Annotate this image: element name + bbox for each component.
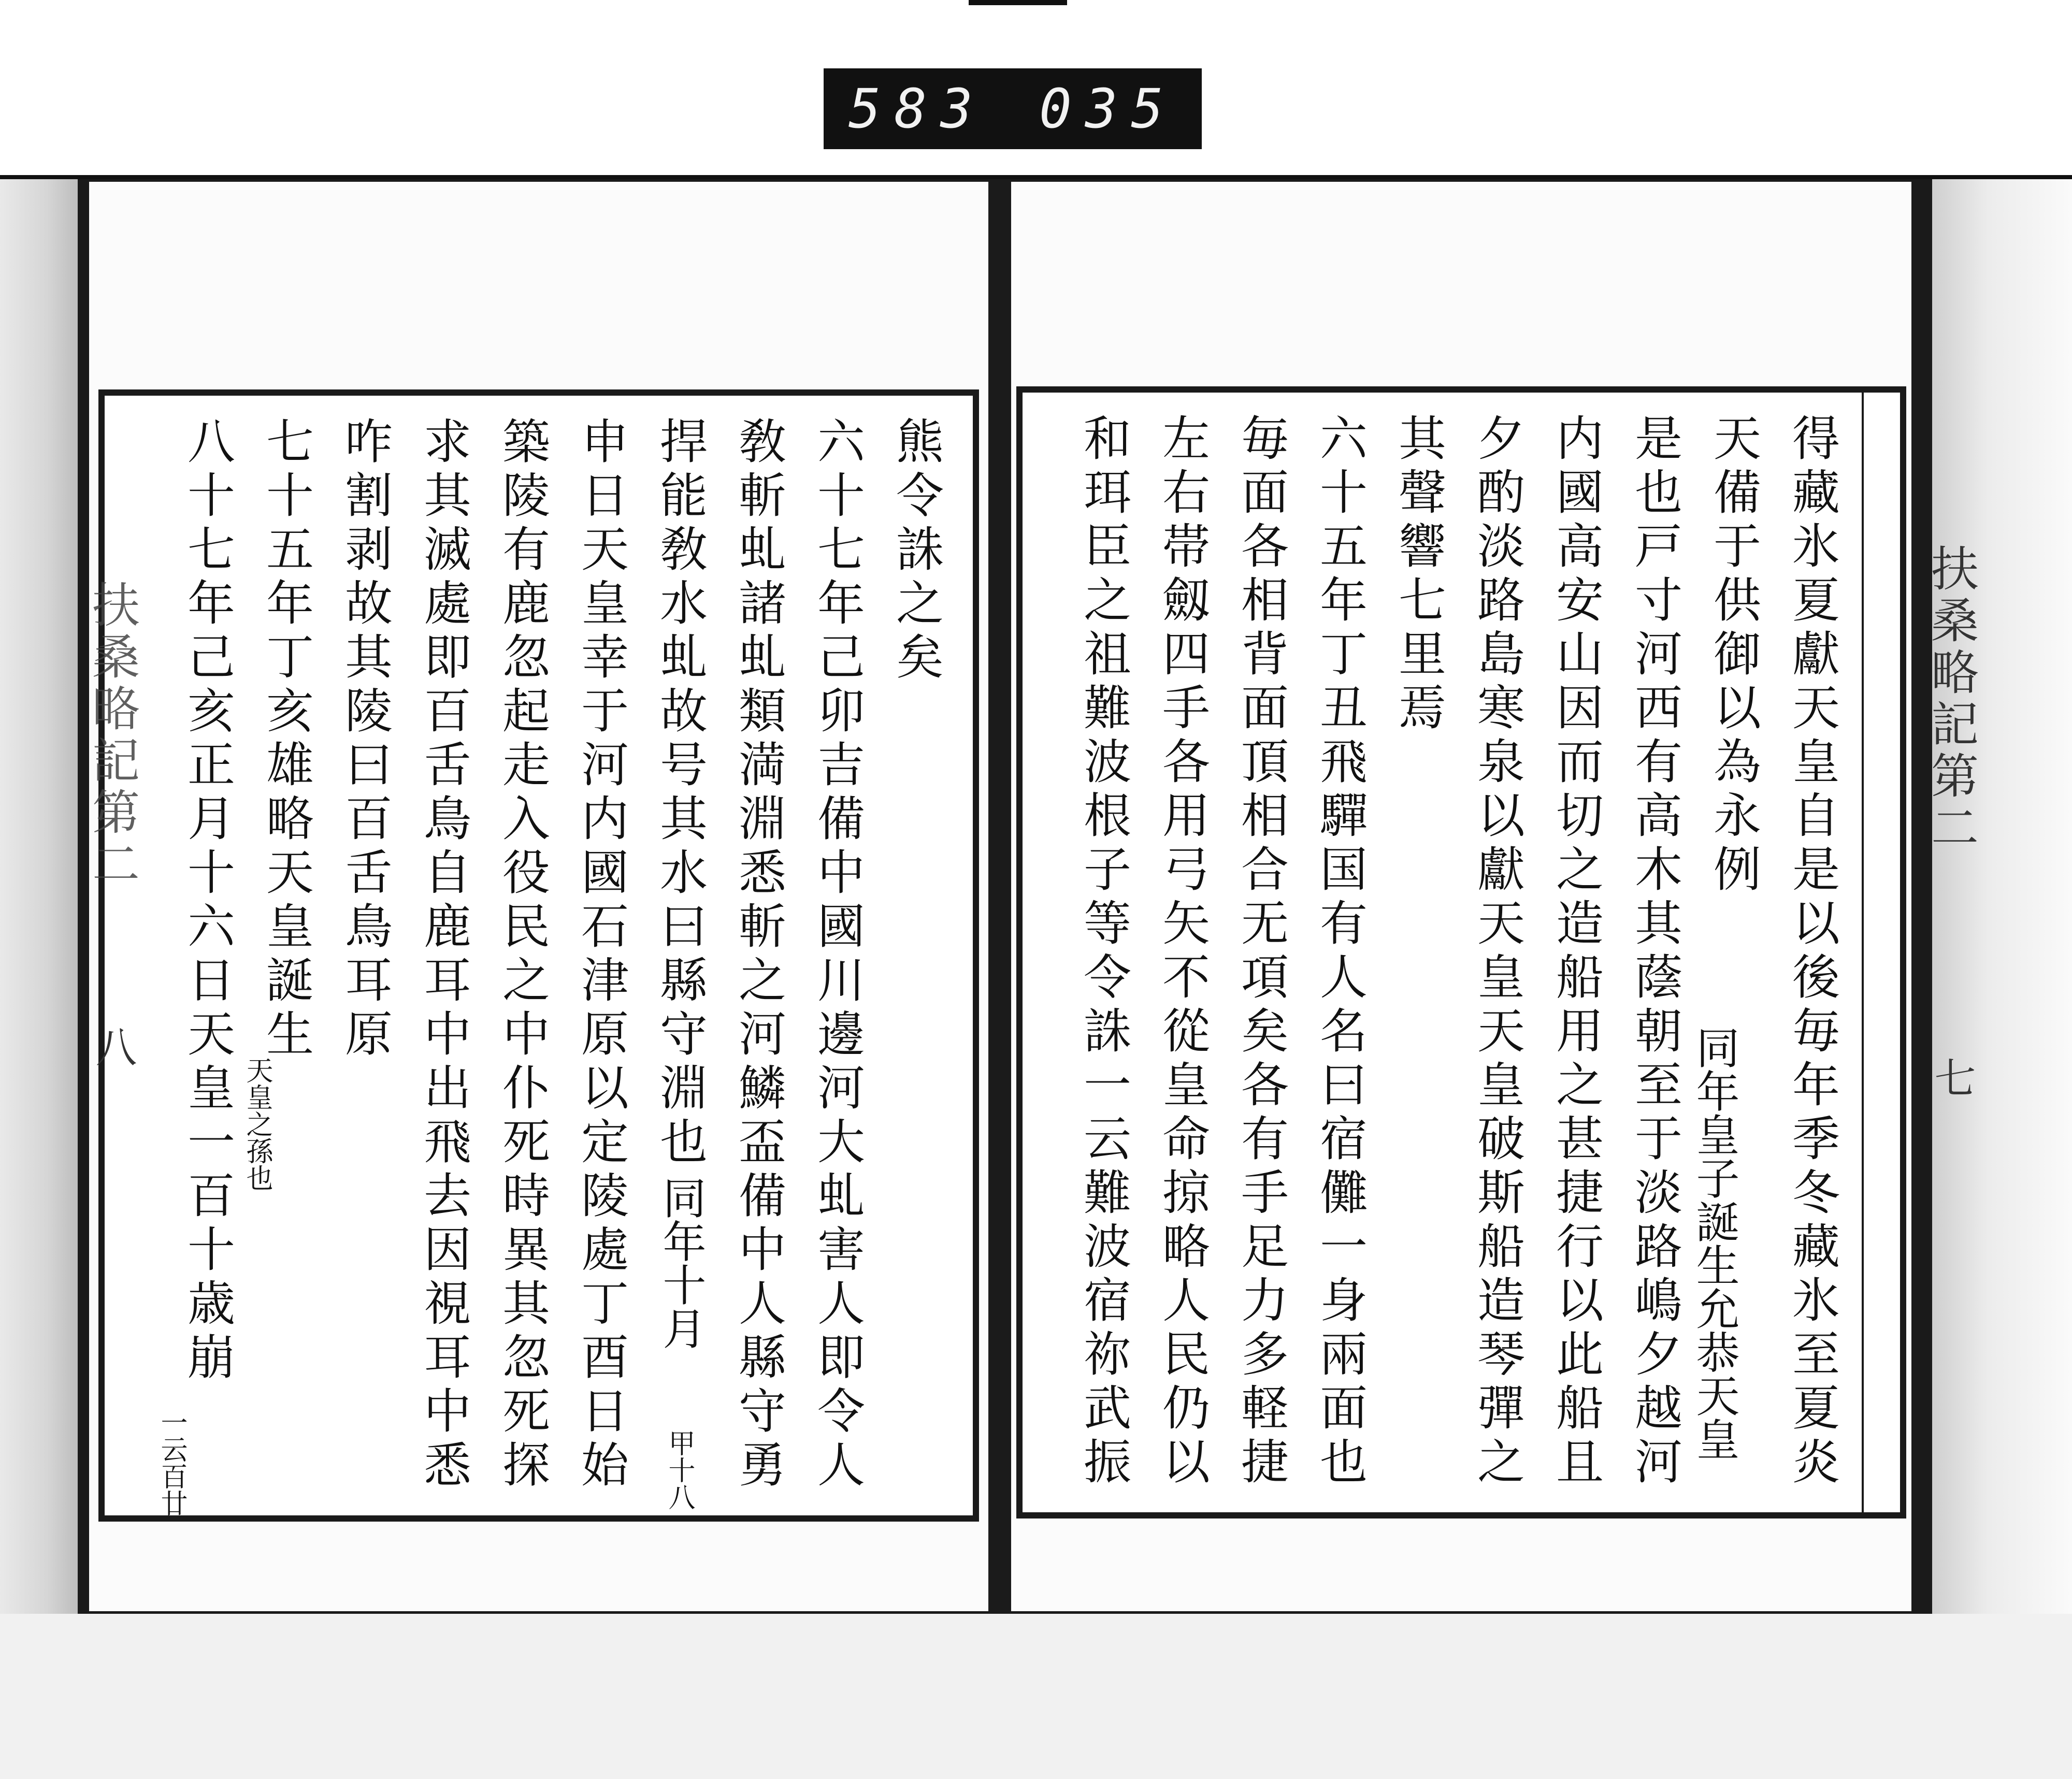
text-column: 六十七年己卯吉備中國川邊河大虬害人即令人 <box>810 416 865 1494</box>
left-small-note-grandson: 天皇之孫也 <box>241 1057 272 1191</box>
right-page-number: 七 <box>1927 1057 1976 1098</box>
text-column: 和珥臣之祖難波根子等令誅一云難波宿祢武振 <box>1076 413 1131 1491</box>
microfilm-counter <box>824 68 1202 149</box>
text-column: 敎斬虬諸虬類満淵悉斬之河鱗盃備中人縣守勇 <box>731 416 786 1494</box>
text-column: 築陵有鹿忽起走入役民之中仆死時異其忽死探 <box>495 416 550 1494</box>
text-column: 夕酌淡路島寒泉以獻天皇天皇破斯船造琴彈之 <box>1470 413 1525 1491</box>
text-column: 天備于供御以為永例 <box>1706 413 1761 898</box>
right-text-frame <box>1016 386 1906 1518</box>
text-column: 申日天皇幸于河内國石津原以定陵處丁酉日始 <box>573 416 629 1494</box>
counter-right: 035 <box>1039 77 1177 140</box>
text-column: 求其滅處即百舌鳥自鹿耳中出飛去因視耳中悉 <box>416 416 471 1494</box>
counter-left: 583 <box>848 77 986 140</box>
text-column: 是也戸寸河西有高木其蔭朝至于淡路嶋夕越河 <box>1627 413 1682 1491</box>
book-spine <box>988 179 1011 1614</box>
text-column: 六十五年丁丑飛驒国有人名曰宿儺一身兩面也 <box>1312 413 1368 1491</box>
text-column: 得藏氷夏獻天皇自是以後毎年季冬藏氷至夏炎 <box>1785 413 1840 1491</box>
text-column: 其聲響七里焉 <box>1391 413 1446 736</box>
right-margin-title: 扶桑略記第二 <box>1923 544 1979 855</box>
text-column: 捍能敎水虬故号其水曰縣守淵也 <box>652 416 708 1170</box>
text-column: 毎面各相背面頂相合无項矣各有手足力多軽捷 <box>1233 413 1289 1491</box>
left-text-frame <box>98 389 979 1522</box>
left-inline-note: 同年十月 <box>656 1176 707 1350</box>
text-column: 咋割剥故其陵曰百舌鳥耳原 <box>337 416 393 1063</box>
left-small-note-alt: 一云百廿 <box>156 1409 187 1516</box>
text-column: 七十五年丁亥雄略天皇誕生 <box>258 416 314 1063</box>
left-page-number: 八 <box>89 1025 137 1067</box>
right-inline-note: 同年皇子誕生允恭天皇 <box>1689 1025 1740 1460</box>
bottom-band <box>0 1614 2072 1779</box>
left-small-note-date: 甲十八 <box>664 1429 695 1510</box>
top-edge-mark <box>969 0 1067 5</box>
text-column: 八十七年己亥正月十六日天皇一百十歳崩 <box>180 416 235 1386</box>
text-column: 内國高安山因而切之造船用之甚捷行以此船且 <box>1548 413 1604 1491</box>
left-margin-title: 扶桑略記第二 <box>84 580 140 891</box>
text-column: 熊令誅之矣 <box>888 416 944 686</box>
text-column: 左右帯劔四手各用弓矢不從皇命掠略人民仍以 <box>1155 413 1210 1491</box>
right-edge-shadow <box>1932 179 2072 1779</box>
left-edge-shadow <box>0 179 78 1779</box>
